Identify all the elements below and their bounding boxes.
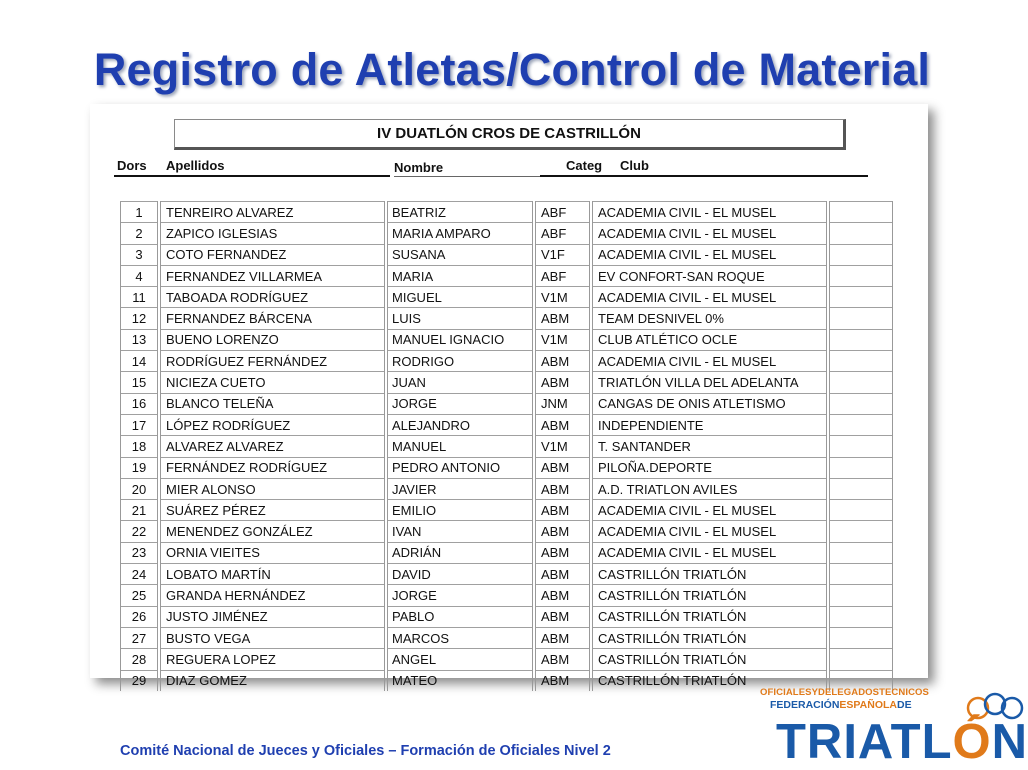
cell-club: ACADEMIA CIVIL - EL MUSEL [591,223,828,244]
cell-dors: 16 [121,393,160,414]
cell-categ: ABM [534,478,591,499]
table-row [121,585,893,606]
header-categ: Categ [566,158,603,173]
header-apellidos: Apellidos [166,158,225,173]
cell-categ: ABM [534,457,591,478]
cell-empty [828,202,893,223]
event-title: IV DUATLÓN CROS DE CASTRILLÓN [174,119,846,150]
cell-dors: 11 [121,287,160,308]
cell-nombre: DAVID [386,564,534,585]
header-underline [114,175,390,177]
cell-dors: 13 [121,329,160,350]
cell-dors: 28 [121,649,160,670]
cell-apellidos: RODRÍGUEZ FERNÁNDEZ [159,351,386,372]
cell-categ: ABM [534,670,591,691]
cell-club: A.D. TRIATLON AVILES [591,478,828,499]
header-dors: Dors [117,158,147,173]
header-club: Club [620,158,649,173]
header-underline [394,176,540,177]
cell-club: ACADEMIA CIVIL - EL MUSEL [591,521,828,542]
cell-apellidos: ZAPICO IGLESIAS [159,223,386,244]
cell-categ: ABM [534,606,591,627]
cell-empty [828,478,893,499]
cell-apellidos: FERNANDEZ VILLARMEA [159,265,386,286]
cell-dors: 1 [121,202,160,223]
cell-nombre: MARIA [386,265,534,286]
cell-nombre: EMILIO [386,500,534,521]
cell-empty [828,585,893,606]
cell-empty [828,606,893,627]
cell-dors: 29 [121,670,160,691]
cell-empty [828,436,893,457]
cell-club: ACADEMIA CIVIL - EL MUSEL [591,244,828,265]
cell-dors: 15 [121,372,160,393]
table-row [121,606,893,627]
cell-nombre: JUAN [386,372,534,393]
cell-apellidos: FERNÁNDEZ RODRÍGUEZ [159,457,386,478]
cell-apellidos: ORNIA VIEITES [159,542,386,563]
cell-categ: ABM [534,414,591,435]
cell-categ: ABM [534,500,591,521]
cell-apellidos: TABOADA RODRÍGUEZ [159,287,386,308]
cell-empty [828,457,893,478]
cell-empty [828,329,893,350]
logo-wordmark: TRIATLÓN [776,715,1028,769]
cell-nombre: LUIS [386,308,534,329]
cell-categ: ABM [534,308,591,329]
cell-empty [828,372,893,393]
cell-nombre: MIGUEL [386,287,534,308]
cell-dors: 27 [121,627,160,648]
cell-nombre: MARIA AMPARO [386,223,534,244]
table-row [121,500,893,521]
table-row [121,436,893,457]
cell-categ: ABF [534,223,591,244]
cell-nombre: JORGE [386,585,534,606]
table-row [121,542,893,563]
cell-club: T. SANTANDER [591,436,828,457]
cell-categ: ABM [534,542,591,563]
registration-sheet [90,104,928,689]
cell-apellidos: SUÁREZ PÉREZ [159,500,386,521]
cell-apellidos: REGUERA LOPEZ [159,649,386,670]
cell-categ: JNM [534,393,591,414]
cell-dors: 3 [121,244,160,265]
cell-apellidos: BUENO LORENZO [159,329,386,350]
cell-club: CASTRILLÓN TRIATLÓN [591,606,828,627]
cell-empty [828,393,893,414]
rings-icon [966,690,1024,724]
cell-nombre: BEATRIZ [386,202,534,223]
cell-apellidos: GRANDA HERNÁNDEZ [159,585,386,606]
cell-empty [828,265,893,286]
cell-empty [828,649,893,670]
table-row [121,223,893,244]
cell-club: ACADEMIA CIVIL - EL MUSEL [591,542,828,563]
cell-apellidos: BLANCO TELEÑA [159,393,386,414]
cell-nombre: PEDRO ANTONIO [386,457,534,478]
cell-club: ACADEMIA CIVIL - EL MUSEL [591,202,828,223]
table-row [121,564,893,585]
cell-dors: 2 [121,223,160,244]
cell-club: CASTRILLÓN TRIATLÓN [591,585,828,606]
table-row [121,627,893,648]
header-underline [540,175,868,177]
cell-nombre: JAVIER [386,478,534,499]
cell-nombre: SUSANA [386,244,534,265]
cell-nombre: MANUEL IGNACIO [386,329,534,350]
cell-nombre: IVAN [386,521,534,542]
table-row [121,202,893,223]
cell-dors: 19 [121,457,160,478]
cell-dors: 26 [121,606,160,627]
cell-dors: 23 [121,542,160,563]
cell-dors: 12 [121,308,160,329]
cell-club: INDEPENDIENTE [591,414,828,435]
table-row [121,308,893,329]
cell-club: TRIATLÓN VILLA DEL ADELANTA [591,372,828,393]
cell-nombre: JORGE [386,393,534,414]
cell-empty [828,308,893,329]
table-row [121,372,893,393]
table-row [121,414,893,435]
cell-nombre: MATEO [386,670,534,691]
cell-empty [828,287,893,308]
cell-club: ACADEMIA CIVIL - EL MUSEL [591,500,828,521]
table-row [121,457,893,478]
cell-apellidos: LOBATO MARTÍN [159,564,386,585]
cell-dors: 17 [121,414,160,435]
cell-dors: 4 [121,265,160,286]
cell-dors: 22 [121,521,160,542]
cell-empty [828,500,893,521]
cell-dors: 14 [121,351,160,372]
logo-line2: FEDERACIÓNESPAÑOLADE [770,699,912,711]
cell-apellidos: NICIEZA CUETO [159,372,386,393]
cell-categ: V1F [534,244,591,265]
cell-club: ACADEMIA CIVIL - EL MUSEL [591,351,828,372]
cell-apellidos: LÓPEZ RODRÍGUEZ [159,414,386,435]
cell-club: CASTRILLÓN TRIATLÓN [591,670,828,691]
cell-apellidos: ALVAREZ ALVAREZ [159,436,386,457]
cell-apellidos: COTO FERNANDEZ [159,244,386,265]
cell-club: PILOÑA.DEPORTE [591,457,828,478]
cell-categ: ABM [534,521,591,542]
cell-categ: ABF [534,265,591,286]
cell-apellidos: MIER ALONSO [159,478,386,499]
cell-nombre: ANGEL [386,649,534,670]
cell-apellidos: DIAZ GOMEZ [159,670,386,691]
cell-nombre: MARCOS [386,627,534,648]
cell-nombre: RODRIGO [386,351,534,372]
cell-categ: ABM [534,564,591,585]
cell-dors: 24 [121,564,160,585]
cell-categ: ABM [534,585,591,606]
cell-club: CASTRILLÓN TRIATLÓN [591,649,828,670]
table-row [121,244,893,265]
cell-club: CASTRILLÓN TRIATLÓN [591,564,828,585]
table-row [121,287,893,308]
cell-dors: 21 [121,500,160,521]
logo-line1: OFICIALESYDELEGADOSTECNICOS [760,687,929,698]
table-row [121,329,893,350]
cell-categ: ABM [534,627,591,648]
table-row [121,649,893,670]
cell-categ: ABM [534,649,591,670]
cell-empty [828,414,893,435]
cell-empty [828,564,893,585]
cell-categ: ABM [534,372,591,393]
cell-apellidos: MENENDEZ GONZÁLEZ [159,521,386,542]
slide-title: Registro de Atletas/Control de Material [93,44,931,95]
cell-club: CLUB ATLÉTICO OCLE [591,329,828,350]
cell-empty [828,244,893,265]
cell-categ: ABM [534,351,591,372]
footer-text: Comité Nacional de Jueces y Oficiales – Formación de Oficiales Nivel 2 [120,743,611,759]
cell-club: EV CONFORT-SAN ROQUE [591,265,828,286]
athlete-table [120,201,893,691]
cell-club: TEAM DESNIVEL 0% [591,308,828,329]
cell-dors: 20 [121,478,160,499]
cell-club: CANGAS DE ONIS ATLETISMO [591,393,828,414]
table-row [121,265,893,286]
table-row [121,393,893,414]
cell-apellidos: JUSTO JIMÉNEZ [159,606,386,627]
cell-club: ACADEMIA CIVIL - EL MUSEL [591,287,828,308]
cell-empty [828,223,893,244]
cell-empty [828,627,893,648]
cell-apellidos: TENREIRO ALVAREZ [159,202,386,223]
header-nombre: Nombre [394,160,444,175]
cell-apellidos: BUSTO VEGA [159,627,386,648]
cell-nombre: PABLO [386,606,534,627]
cell-categ: ABF [534,202,591,223]
cell-categ: V1M [534,436,591,457]
fetri-logo [758,686,1028,769]
cell-empty [828,521,893,542]
cell-dors: 25 [121,585,160,606]
cell-categ: V1M [534,287,591,308]
cell-empty [828,351,893,372]
cell-club: CASTRILLÓN TRIATLÓN [591,627,828,648]
cell-dors: 18 [121,436,160,457]
table-row [121,351,893,372]
cell-apellidos: FERNANDEZ BÁRCENA [159,308,386,329]
cell-nombre: MANUEL [386,436,534,457]
cell-empty [828,542,893,563]
cell-nombre: ADRIÁN [386,542,534,563]
cell-categ: V1M [534,329,591,350]
table-row [121,521,893,542]
cell-nombre: ALEJANDRO [386,414,534,435]
table-row [121,478,893,499]
